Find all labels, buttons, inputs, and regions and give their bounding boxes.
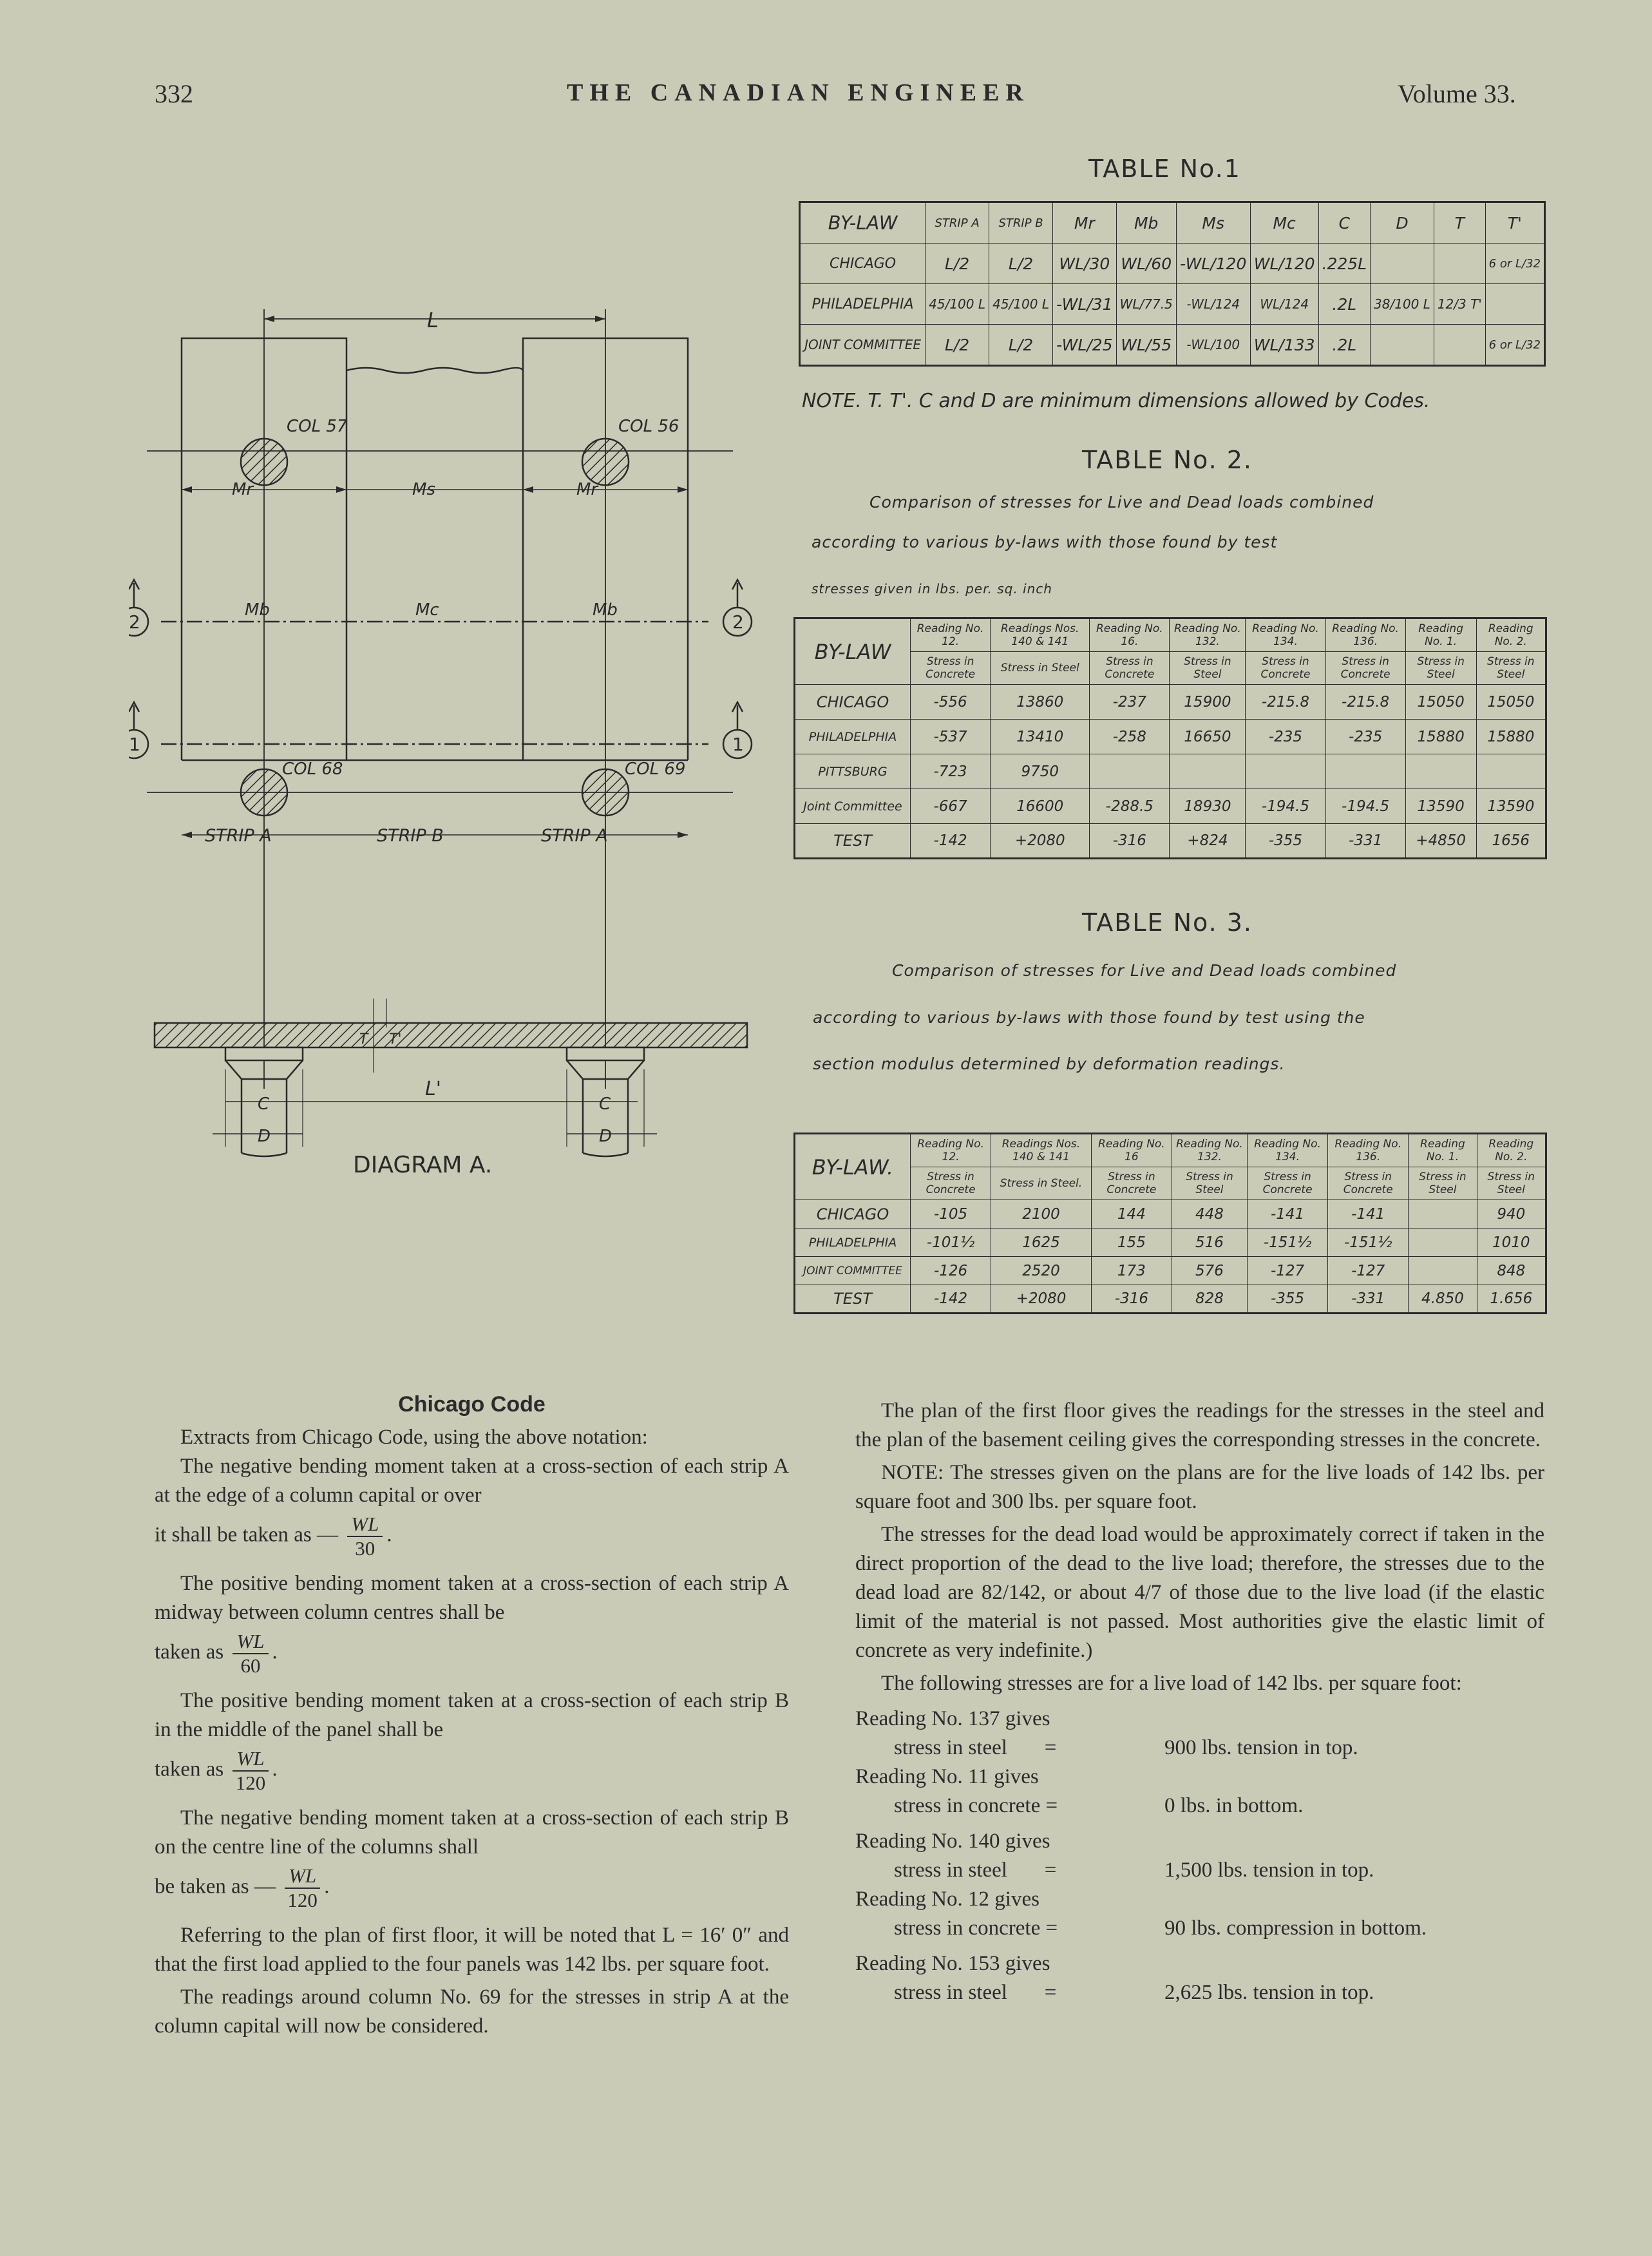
- diagram-axis-1-right: 1: [732, 734, 744, 755]
- table2-kind: Stress in Concrete: [1325, 652, 1405, 685]
- table3-cell: -126: [911, 1257, 991, 1285]
- table2-cell: 15880: [1476, 720, 1546, 754]
- table3-cell: -141: [1328, 1200, 1409, 1228]
- reading-value: 1,500 lbs. tension in top.: [1164, 1859, 1374, 1882]
- table1-cell: 6 or L/32: [1485, 325, 1544, 366]
- diagram-col57: COL 57: [287, 417, 348, 436]
- table3-bylaw: CHICAGO: [795, 1200, 911, 1228]
- table3-bylaw-header: BY-LAW.: [795, 1134, 911, 1200]
- table2-cell: -258: [1090, 720, 1170, 754]
- table1-cell: L/2: [989, 325, 1053, 366]
- table-row: [800, 325, 1545, 366]
- diagram-axis-1-left: 1: [129, 734, 140, 755]
- table-row: [800, 202, 1545, 244]
- table2-cell: -235: [1325, 720, 1405, 754]
- fraction: [233, 1747, 268, 1795]
- table3-cell: 828: [1172, 1285, 1247, 1314]
- table3-kind: Stress in Steel: [1477, 1167, 1546, 1200]
- table3-kind: Stress in Steel.: [991, 1167, 1092, 1200]
- table3-kind: Stress in Steel: [1172, 1167, 1247, 1200]
- table3-reading: Reading No. 12.: [911, 1134, 991, 1167]
- diagram-mb-right: Mb: [593, 600, 618, 620]
- table-row: [795, 1200, 1546, 1228]
- fraction: [285, 1864, 320, 1912]
- table-row: [795, 618, 1546, 652]
- table2-cell: 16650: [1170, 720, 1246, 754]
- paragraph: Referring to the plan of first floor, it will be noted that L = 16′ 0″ and that the first load applied to the four panels was 142 lbs. per square foot.: [155, 1924, 789, 1976]
- table2-cell: -355: [1246, 824, 1325, 859]
- paragraph: The negative bending moment taken at a cross-section of each strip B on the centre line of the columns shall: [155, 1806, 789, 1859]
- table-row: [795, 720, 1546, 754]
- table3-cell: -101½: [911, 1228, 991, 1257]
- table2-cell: -667: [911, 789, 991, 824]
- table3-cell: 940: [1477, 1200, 1546, 1228]
- table3-bylaw: JOINT COMMITTEE: [795, 1257, 911, 1285]
- reading-title: Reading No. 11 gives: [855, 1765, 1039, 1788]
- table2-cell: 13590: [1405, 789, 1476, 824]
- fraction-numerator: WL: [347, 1513, 383, 1537]
- table2-reading: Reading No. 16.: [1090, 618, 1170, 652]
- table3-cell: 4.850: [1409, 1285, 1477, 1314]
- fraction-numerator: WL: [233, 1630, 268, 1654]
- paragraph: The positive bending moment taken at a cross-section of each strip B in the middle of the panel shall be: [155, 1689, 789, 1741]
- table2-cell: +2080: [991, 824, 1090, 859]
- table2-kind: Stress in Concrete: [1090, 652, 1170, 685]
- diagram-dim-l: L: [427, 308, 439, 332]
- formula-lead: it shall be taken as —: [155, 1523, 339, 1547]
- table2-kind: Stress in Steel: [1170, 652, 1246, 685]
- table-row: [795, 789, 1546, 824]
- table-row: [795, 754, 1546, 789]
- diagram-mc: Mc: [415, 600, 439, 620]
- reading-140: [855, 1827, 1544, 1885]
- table2-caption-line2: according to various by-laws with those found by test: [812, 533, 1278, 551]
- table1-cell: -WL/124: [1176, 284, 1250, 325]
- table3-cell: 2100: [991, 1200, 1092, 1228]
- reading-title: Reading No. 12 gives: [855, 1888, 1040, 1911]
- table1-cell: 6 or L/32: [1485, 244, 1544, 284]
- table2-cell: 13860: [991, 685, 1090, 720]
- table3-cell: [1409, 1257, 1477, 1285]
- paragraph: The plan of the first floor gives the readings for the stresses in the steel and the plan of the basement ceiling gives the corresponding stresses in the concrete.: [855, 1399, 1544, 1451]
- table1-cell: -WL/100: [1176, 325, 1250, 366]
- table1-cell: WL/124: [1250, 284, 1318, 325]
- table2-cell: -316: [1090, 824, 1170, 859]
- table2-cell: [1090, 754, 1170, 789]
- table3: [793, 1133, 1547, 1314]
- table1-cell: L/2: [926, 325, 989, 366]
- diagram-mr-right: Mr: [576, 480, 598, 499]
- table1-cell: WL/120: [1250, 244, 1318, 284]
- table2-cell: 15050: [1405, 685, 1476, 720]
- table1-cell: WL/55: [1116, 325, 1176, 366]
- table1-header: Mb: [1116, 202, 1176, 244]
- table-row: [800, 284, 1545, 325]
- table3-cell: -142: [911, 1285, 991, 1314]
- table1-cell: [1370, 325, 1434, 366]
- table1-cell: WL/60: [1116, 244, 1176, 284]
- table-row: [795, 1257, 1546, 1285]
- left-column: [155, 1390, 789, 2041]
- table2-cell: -235: [1246, 720, 1325, 754]
- table-row: [795, 824, 1546, 859]
- formula-line: taken as $\frac{WL}{120}$ .: [155, 1747, 278, 1794]
- reading-137: [855, 1705, 1544, 1763]
- table3-reading: Reading No. 136.: [1328, 1134, 1409, 1167]
- table2-cell: 9750: [991, 754, 1090, 789]
- table2-cell: [1325, 754, 1405, 789]
- table3-caption-line2: according to various by-laws with those found by test using the: [813, 1008, 1365, 1027]
- table1-header: BY-LAW: [800, 202, 926, 244]
- fraction-numerator: WL: [285, 1864, 320, 1889]
- diagram-d-right: D: [599, 1127, 612, 1146]
- table3-kind: Stress in Concrete: [1091, 1167, 1172, 1200]
- formula-line: be taken as — $\frac{WL}{120}$ .: [155, 1864, 330, 1911]
- table1-title: TABLE No.1: [1088, 155, 1241, 183]
- table1-cell: -WL/25: [1053, 325, 1117, 366]
- table1-header: Ms: [1176, 202, 1250, 244]
- paragraph: The following stresses are for a live load of 142 lbs. per square foot:: [881, 1672, 1462, 1695]
- table2-cell: -194.5: [1325, 789, 1405, 824]
- diagram-d-left: D: [258, 1127, 271, 1146]
- reading-value: 2,625 lbs. tension in top.: [1164, 1981, 1374, 2004]
- fraction: [347, 1513, 383, 1560]
- table2-cell: -288.5: [1090, 789, 1170, 824]
- table1-header: STRIP A: [926, 202, 989, 244]
- table3-cell: -105: [911, 1200, 991, 1228]
- table1-cell: CHICAGO: [800, 244, 926, 284]
- table3-reading: Reading No. 1.: [1409, 1134, 1477, 1167]
- table3-cell: 1.656: [1477, 1285, 1546, 1314]
- reading-quantity: stress in steel =: [894, 1859, 1057, 1882]
- table3-reading: Reading No. 134.: [1248, 1134, 1328, 1167]
- reading-result: [855, 1856, 1544, 1885]
- table1-cell: WL/77.5: [1116, 284, 1176, 325]
- diagram-c-left: C: [258, 1095, 270, 1114]
- table3-cell: 576: [1172, 1257, 1247, 1285]
- table3-cell: -316: [1091, 1285, 1172, 1314]
- table3-cell: 155: [1091, 1228, 1172, 1257]
- paragraph: NOTE: The stresses given on the plans are for the live loads of 142 lbs. per square foot and 300 lbs. per square foot.: [855, 1461, 1544, 1513]
- formula-lead: be taken as —: [155, 1875, 276, 1898]
- table2: [793, 617, 1547, 859]
- table3-cell: -151½: [1328, 1228, 1409, 1257]
- table3-cell: -355: [1248, 1285, 1328, 1314]
- section-heading: Chicago Code: [398, 1392, 546, 1417]
- fraction-denominator: 30: [355, 1537, 375, 1560]
- table3-cell: 1625: [991, 1228, 1092, 1257]
- table1-cell: PHILADELPHIA: [800, 284, 926, 325]
- diagram-ms: Ms: [412, 480, 435, 499]
- table1-cell: [1370, 244, 1434, 284]
- fraction-denominator: 120: [235, 1772, 266, 1794]
- page-number: 332: [155, 79, 193, 108]
- paragraph: The readings around column No. 69 for the stresses in strip A at the column capital will now be considered.: [155, 1985, 789, 2038]
- table1-cell: -WL/31: [1053, 284, 1117, 325]
- table2-title: TABLE No. 2.: [1082, 446, 1253, 474]
- table2-kind: Stress in Steel: [1476, 652, 1546, 685]
- table2-bylaw: TEST: [795, 824, 911, 859]
- table2-cell: 13590: [1476, 789, 1546, 824]
- diagram-col69: COL 69: [625, 760, 686, 779]
- table1-cell: WL/133: [1250, 325, 1318, 366]
- table3-cell: 173: [1091, 1257, 1172, 1285]
- table2-bylaw: PHILADELPHIA: [795, 720, 911, 754]
- reading-153: [855, 1949, 1544, 2007]
- table2-bylaw-header: BY-LAW: [795, 618, 911, 685]
- table3-bylaw: TEST: [795, 1285, 911, 1314]
- fraction-denominator: 120: [287, 1889, 318, 1911]
- paragraph: The negative bending moment taken at a cross-section of each strip A at the edge of a column capital or over: [155, 1455, 789, 1507]
- diagram-strip-a-left: STRIP A: [205, 826, 272, 846]
- table2-bylaw: Joint Committee: [795, 789, 911, 824]
- table1-cell: .2L: [1318, 284, 1370, 325]
- reading-11: [855, 1763, 1544, 1821]
- reading-title: Reading No. 153 gives: [855, 1952, 1050, 1975]
- reading-result: [855, 1734, 1544, 1763]
- table3-caption-line1: Comparison of stresses for Live and Dead loads combined: [892, 961, 1397, 980]
- table2-cell: [1405, 754, 1476, 789]
- diagram-col56: COL 56: [618, 417, 679, 436]
- diagram-axis-2-left: 2: [129, 611, 140, 633]
- table2-cell: -215.8: [1325, 685, 1405, 720]
- reading-quantity: stress in concrete =: [894, 1917, 1058, 1940]
- table2-reading: Readings Nos. 140 & 141: [991, 618, 1090, 652]
- table2-reading: Reading No. 136.: [1325, 618, 1405, 652]
- reading-quantity: stress in concrete =: [894, 1794, 1058, 1817]
- table1-cell: L/2: [926, 244, 989, 284]
- table2-cell: 15050: [1476, 685, 1546, 720]
- table3-kind: Stress in Steel: [1409, 1167, 1477, 1200]
- table1-header: D: [1370, 202, 1434, 244]
- diagram-strip-b: STRIP B: [377, 826, 444, 846]
- table3-reading: Reading No. 2.: [1477, 1134, 1546, 1167]
- table2-caption-line3: stresses given in lbs. per. sq. inch: [812, 581, 1052, 597]
- table3-cell: [1409, 1200, 1477, 1228]
- table2-cell: [1476, 754, 1546, 789]
- table1-cell: L/2: [989, 244, 1053, 284]
- fraction-denominator: 60: [240, 1654, 261, 1677]
- paragraph: Extracts from Chicago Code, using the above notation:: [180, 1426, 648, 1449]
- diagram-col68: COL 68: [282, 760, 343, 779]
- table2-kind: Stress in Steel: [1405, 652, 1476, 685]
- table2-cell: -331: [1325, 824, 1405, 859]
- reading-value: 0 lbs. in bottom.: [1164, 1794, 1304, 1817]
- reading-result: [855, 1978, 1544, 2007]
- diagram-t-prime: T': [389, 1031, 402, 1047]
- volume-label: Volume 33.: [1398, 79, 1516, 108]
- fraction: [233, 1630, 268, 1678]
- table2-cell: -215.8: [1246, 685, 1325, 720]
- table1-cell: .225L: [1318, 244, 1370, 284]
- table2-cell: 16600: [991, 789, 1090, 824]
- table2-cell: -723: [911, 754, 991, 789]
- diagram-strip-a-right: STRIP A: [541, 826, 608, 846]
- table-row: [795, 1228, 1546, 1257]
- paragraph: The stresses for the dead load would be approximately correct if taken in the direct proportion of the dead to the live load; therefore, the stresses due to the dead load are 82/142, or about 4/7 of those due to the live load (if the elastic limit of the material is not passed. Most authorities give the elastic limit of concrete as very indefinite.): [855, 1523, 1544, 1662]
- right-column: [855, 1397, 1544, 2007]
- table1-header: STRIP B: [989, 202, 1053, 244]
- table2-cell: -142: [911, 824, 991, 859]
- paragraph: The positive bending moment taken at a cross-section of each strip A midway between column centres shall be: [155, 1572, 789, 1624]
- table3-cell: -331: [1328, 1285, 1409, 1314]
- table2-bylaw: CHICAGO: [795, 685, 911, 720]
- table2-cell: +824: [1170, 824, 1246, 859]
- diagram-t: T: [359, 1031, 368, 1047]
- table3-cell: -127: [1248, 1257, 1328, 1285]
- table1-cell: 12/3 T': [1434, 284, 1485, 325]
- table3-cell: -127: [1328, 1257, 1409, 1285]
- table3-cell: 516: [1172, 1228, 1247, 1257]
- formula-line: taken as $\frac{WL}{60}$ .: [155, 1630, 278, 1677]
- table2-reading: Reading No. 1.: [1405, 618, 1476, 652]
- table2-caption-line1: Comparison of stresses for Live and Dead loads combined: [869, 493, 1374, 511]
- table1-header: T: [1434, 202, 1485, 244]
- table1-cell: .2L: [1318, 325, 1370, 366]
- table3-cell: 848: [1477, 1257, 1546, 1285]
- reading-title: Reading No. 137 gives: [855, 1707, 1050, 1730]
- table1-cell: 45/100 L: [926, 284, 989, 325]
- table2-reading: Reading No. 134.: [1246, 618, 1325, 652]
- diagram-mb-left: Mb: [245, 600, 270, 620]
- table2-cell: -194.5: [1246, 789, 1325, 824]
- table3-cell: 144: [1091, 1200, 1172, 1228]
- table1-header: C: [1318, 202, 1370, 244]
- table2-kind: Stress in Steel: [991, 652, 1090, 685]
- table-row: [795, 1134, 1546, 1167]
- table2-reading: Reading No. 132.: [1170, 618, 1246, 652]
- table1-cell: [1434, 325, 1485, 366]
- table1-cell: 38/100 L: [1370, 284, 1434, 325]
- diagram-axis-2-right: 2: [732, 611, 744, 633]
- table2-cell: [1170, 754, 1246, 789]
- table2-cell: -537: [911, 720, 991, 754]
- table3-kind: Stress in Concrete: [911, 1167, 991, 1200]
- table3-caption-line3: section modulus determined by deformation readings.: [813, 1055, 1286, 1073]
- table2-bylaw: PITTSBURG: [795, 754, 911, 789]
- reading-result: [855, 1914, 1544, 1943]
- table3-kind: Stress in Concrete: [1248, 1167, 1328, 1200]
- table2-cell: 15880: [1405, 720, 1476, 754]
- reading-value: 900 lbs. tension in top.: [1164, 1736, 1358, 1759]
- table2-cell: +4850: [1405, 824, 1476, 859]
- diagram-l-prime: L': [425, 1078, 441, 1100]
- table3-cell: 448: [1172, 1200, 1247, 1228]
- table2-reading: Reading No. 12.: [911, 618, 991, 652]
- table3-reading: Reading No. 16: [1091, 1134, 1172, 1167]
- table2-cell: 18930: [1170, 789, 1246, 824]
- diagram-mr-left: Mr: [232, 480, 254, 499]
- formula-lead: taken as: [155, 1757, 224, 1781]
- table1-cell: WL/30: [1053, 244, 1117, 284]
- table3-cell: -141: [1248, 1200, 1328, 1228]
- fraction-numerator: WL: [233, 1747, 268, 1772]
- reading-quantity: stress in steel =: [894, 1981, 1057, 2004]
- journal-title: THE CANADIAN ENGINEER: [567, 79, 1030, 106]
- table2-cell: 1656: [1476, 824, 1546, 859]
- table2-kind: Stress in Concrete: [1246, 652, 1325, 685]
- table3-reading: Reading No. 132.: [1172, 1134, 1247, 1167]
- table2-cell: -556: [911, 685, 991, 720]
- table1-cell: 45/100 L: [989, 284, 1053, 325]
- table-row: [795, 685, 1546, 720]
- table2-cell: -237: [1090, 685, 1170, 720]
- table-row: [795, 1285, 1546, 1314]
- formula-lead: taken as: [155, 1640, 224, 1664]
- table2-cell: [1246, 754, 1325, 789]
- table3-cell: -151½: [1248, 1228, 1328, 1257]
- table3-kind: Stress in Concrete: [1328, 1167, 1409, 1200]
- reading-title: Reading No. 140 gives: [855, 1830, 1050, 1853]
- table-row: [800, 244, 1545, 284]
- table3-reading: Readings Nos. 140 & 141: [991, 1134, 1092, 1167]
- table3-cell: 2520: [991, 1257, 1092, 1285]
- table3-cell: [1409, 1228, 1477, 1257]
- reading-quantity: stress in steel =: [894, 1736, 1057, 1759]
- table3-title: TABLE No. 3.: [1082, 908, 1253, 937]
- table1-cell: -WL/120: [1176, 244, 1250, 284]
- table1-cell: [1485, 284, 1544, 325]
- formula-line: it shall be taken as — $\frac{WL}{30}$ .: [155, 1513, 392, 1560]
- table1-note: NOTE. T. T'. C and D are minimum dimensions allowed by Codes.: [802, 390, 1430, 412]
- table1-header: T': [1485, 202, 1544, 244]
- table3-cell: 1010: [1477, 1228, 1546, 1257]
- diagram-caption: DIAGRAM A.: [353, 1152, 493, 1178]
- table3-cell: +2080: [991, 1285, 1092, 1314]
- table1: [799, 201, 1546, 367]
- table1-cell: [1434, 244, 1485, 284]
- table1-header: Mc: [1250, 202, 1318, 244]
- table3-bylaw: PHILADELPHIA: [795, 1228, 911, 1257]
- table1-header: Mr: [1053, 202, 1117, 244]
- reading-value: 90 lbs. compression in bottom.: [1164, 1917, 1427, 1940]
- table1-cell: JOINT COMMITTEE: [800, 325, 926, 366]
- reading-12: [855, 1885, 1544, 1943]
- table2-reading: Reading No. 2.: [1476, 618, 1546, 652]
- diagram-c-right: C: [599, 1095, 611, 1114]
- reading-result: [855, 1792, 1544, 1821]
- diagram-a: [129, 296, 773, 1211]
- table2-cell: 13410: [991, 720, 1090, 754]
- table2-cell: 15900: [1170, 685, 1246, 720]
- table2-kind: Stress in Concrete: [911, 652, 991, 685]
